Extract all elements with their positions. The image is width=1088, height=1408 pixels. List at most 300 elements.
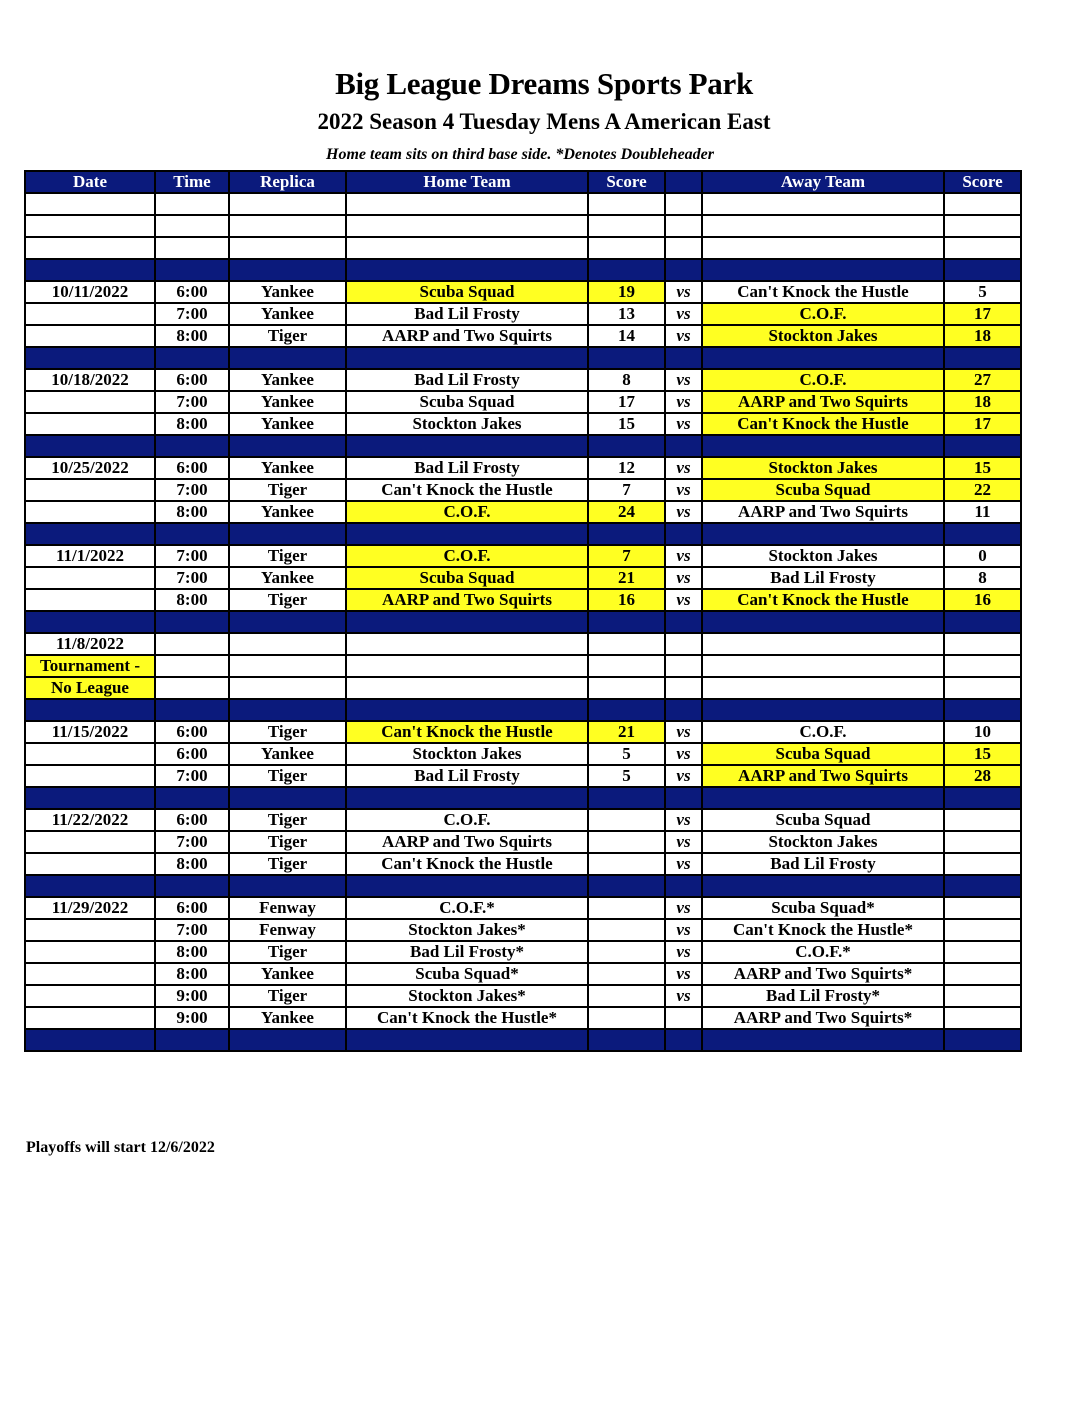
home-team-cell — [346, 1029, 588, 1051]
home-score-cell — [588, 831, 665, 853]
away-team-cell — [702, 259, 944, 281]
vs-cell: vs — [665, 391, 702, 413]
vs-cell — [665, 1029, 702, 1051]
date-cell — [25, 391, 155, 413]
vs-cell: vs — [665, 369, 702, 391]
home-score-cell — [588, 655, 665, 677]
home-score-cell: 19 — [588, 281, 665, 303]
time-cell: 7:00 — [155, 303, 229, 325]
home-team-cell — [346, 347, 588, 369]
replica-cell: Yankee — [229, 391, 346, 413]
date-cell — [25, 347, 155, 369]
time-cell: 8:00 — [155, 413, 229, 435]
table-row — [25, 501, 1021, 523]
replica-cell: Tiger — [229, 721, 346, 743]
home-score-cell: 13 — [588, 303, 665, 325]
separator-row — [25, 611, 1021, 633]
time-cell: 7:00 — [155, 391, 229, 413]
replica-cell: Tiger — [229, 853, 346, 875]
away-score-cell — [944, 633, 1021, 655]
vs-cell — [665, 699, 702, 721]
home-team-cell: Stockton Jakes* — [346, 919, 588, 941]
replica-cell: Yankee — [229, 281, 346, 303]
away-team-cell: Stockton Jakes — [702, 457, 944, 479]
time-cell: 7:00 — [155, 765, 229, 787]
date-cell — [25, 413, 155, 435]
replica-cell: Yankee — [229, 369, 346, 391]
home-score-cell — [588, 853, 665, 875]
home-team-cell: Can't Knock the Hustle — [346, 479, 588, 501]
vs-cell — [665, 215, 702, 237]
away-team-cell — [702, 787, 944, 809]
away-team-cell: C.O.F. — [702, 721, 944, 743]
home-team-cell: Bad Lil Frosty — [346, 765, 588, 787]
replica-cell — [229, 787, 346, 809]
away-team-cell: AARP and Two Squirts* — [702, 1007, 944, 1029]
away-team-cell — [702, 875, 944, 897]
home-team-cell: Scuba Squad — [346, 391, 588, 413]
replica-cell — [229, 699, 346, 721]
replica-cell: Tiger — [229, 809, 346, 831]
date-cell: Tournament - — [25, 655, 155, 677]
vs-cell — [665, 237, 702, 259]
date-cell — [25, 853, 155, 875]
time-cell: 6:00 — [155, 457, 229, 479]
away-score-cell: 16 — [944, 589, 1021, 611]
time-cell — [155, 259, 229, 281]
replica-cell — [229, 523, 346, 545]
home-team-cell: C.O.F.* — [346, 897, 588, 919]
table-row — [25, 919, 1021, 941]
table-row — [25, 655, 1021, 677]
time-cell — [155, 655, 229, 677]
home-score-cell: 24 — [588, 501, 665, 523]
replica-cell: Fenway — [229, 919, 346, 941]
away-team-cell: C.O.F. — [702, 303, 944, 325]
playoffs-note: Playoffs will start 12/6/2022 — [26, 1139, 215, 1156]
vs-cell — [665, 655, 702, 677]
col-header-time: Time — [155, 171, 229, 193]
vs-cell: vs — [665, 567, 702, 589]
date-cell — [25, 787, 155, 809]
replica-cell: Yankee — [229, 743, 346, 765]
home-score-cell — [588, 523, 665, 545]
home-team-cell: C.O.F. — [346, 545, 588, 567]
replica-cell — [229, 215, 346, 237]
date-cell — [25, 941, 155, 963]
home-team-cell: Scuba Squad — [346, 281, 588, 303]
vs-cell — [665, 787, 702, 809]
table-row — [25, 809, 1021, 831]
vs-cell: vs — [665, 721, 702, 743]
blank-row — [25, 237, 1021, 259]
time-cell: 8:00 — [155, 325, 229, 347]
separator-row — [25, 699, 1021, 721]
date-cell — [25, 589, 155, 611]
home-team-cell: AARP and Two Squirts — [346, 589, 588, 611]
home-score-cell: 7 — [588, 479, 665, 501]
table-row — [25, 281, 1021, 303]
table-row — [25, 765, 1021, 787]
away-team-cell — [702, 523, 944, 545]
vs-cell: vs — [665, 809, 702, 831]
time-cell: 7:00 — [155, 479, 229, 501]
replica-cell — [229, 435, 346, 457]
away-score-cell: 22 — [944, 479, 1021, 501]
away-team-cell — [702, 633, 944, 655]
replica-cell: Tiger — [229, 479, 346, 501]
date-cell — [25, 985, 155, 1007]
date-cell: 10/11/2022 — [25, 281, 155, 303]
time-cell — [155, 193, 229, 215]
home-score-cell — [588, 919, 665, 941]
home-score-cell — [588, 611, 665, 633]
date-cell: 10/18/2022 — [25, 369, 155, 391]
away-team-cell — [702, 1029, 944, 1051]
replica-cell — [229, 875, 346, 897]
replica-cell: Yankee — [229, 567, 346, 589]
away-score-cell — [944, 941, 1021, 963]
home-team-cell — [346, 523, 588, 545]
home-score-cell — [588, 787, 665, 809]
away-score-cell: 17 — [944, 303, 1021, 325]
away-score-cell: 0 — [944, 545, 1021, 567]
time-cell: 8:00 — [155, 589, 229, 611]
vs-cell: vs — [665, 501, 702, 523]
col-header-away-team: Away Team — [702, 171, 944, 193]
date-cell — [25, 259, 155, 281]
replica-cell: Yankee — [229, 303, 346, 325]
away-team-cell: Bad Lil Frosty* — [702, 985, 944, 1007]
home-team-cell — [346, 655, 588, 677]
replica-cell — [229, 677, 346, 699]
home-team-cell: Scuba Squad* — [346, 963, 588, 985]
replica-cell: Yankee — [229, 963, 346, 985]
home-team-cell — [346, 611, 588, 633]
away-score-cell — [944, 237, 1021, 259]
away-score-cell: 8 — [944, 567, 1021, 589]
date-cell — [25, 699, 155, 721]
away-team-cell: Stockton Jakes — [702, 325, 944, 347]
time-cell: 7:00 — [155, 567, 229, 589]
date-cell: 11/15/2022 — [25, 721, 155, 743]
replica-cell: Tiger — [229, 545, 346, 567]
date-cell — [25, 1007, 155, 1029]
time-cell — [155, 215, 229, 237]
time-cell: 8:00 — [155, 501, 229, 523]
home-score-cell — [588, 347, 665, 369]
date-cell — [25, 193, 155, 215]
blank-row — [25, 193, 1021, 215]
vs-cell — [665, 633, 702, 655]
vs-cell: vs — [665, 985, 702, 1007]
replica-cell — [229, 237, 346, 259]
replica-cell — [229, 259, 346, 281]
replica-cell: Fenway — [229, 897, 346, 919]
time-cell — [155, 611, 229, 633]
replica-cell: Tiger — [229, 765, 346, 787]
away-score-cell: 10 — [944, 721, 1021, 743]
away-team-cell: C.O.F. — [702, 369, 944, 391]
home-score-cell: 7 — [588, 545, 665, 567]
away-score-cell — [944, 919, 1021, 941]
table-row — [25, 369, 1021, 391]
date-cell — [25, 303, 155, 325]
home-team-cell: Can't Knock the Hustle* — [346, 1007, 588, 1029]
vs-cell: vs — [665, 457, 702, 479]
replica-cell: Yankee — [229, 501, 346, 523]
replica-cell: Tiger — [229, 831, 346, 853]
col-header-away-score: Score — [944, 171, 1021, 193]
home-team-cell: Scuba Squad — [346, 567, 588, 589]
time-cell — [155, 699, 229, 721]
replica-cell: Tiger — [229, 325, 346, 347]
away-team-cell: Can't Knock the Hustle — [702, 281, 944, 303]
schedule-body — [25, 193, 1021, 1051]
home-team-cell: Bad Lil Frosty — [346, 457, 588, 479]
away-team-cell — [702, 237, 944, 259]
home-team-cell: Bad Lil Frosty — [346, 369, 588, 391]
table-row — [25, 721, 1021, 743]
time-cell — [155, 1029, 229, 1051]
vs-cell: vs — [665, 919, 702, 941]
home-team-cell: Can't Knock the Hustle — [346, 721, 588, 743]
away-score-cell — [944, 699, 1021, 721]
table-row — [25, 1007, 1021, 1029]
replica-cell: Yankee — [229, 1007, 346, 1029]
separator-row — [25, 1029, 1021, 1051]
vs-cell: vs — [665, 303, 702, 325]
date-cell: 11/8/2022 — [25, 633, 155, 655]
away-team-cell: Scuba Squad — [702, 479, 944, 501]
away-team-cell: Stockton Jakes — [702, 545, 944, 567]
away-score-cell — [944, 1007, 1021, 1029]
table-row — [25, 633, 1021, 655]
away-score-cell — [944, 523, 1021, 545]
home-score-cell: 21 — [588, 721, 665, 743]
date-cell — [25, 237, 155, 259]
away-team-cell — [702, 677, 944, 699]
table-row — [25, 391, 1021, 413]
date-cell — [25, 611, 155, 633]
vs-cell — [665, 347, 702, 369]
vs-cell: vs — [665, 325, 702, 347]
home-team-cell — [346, 237, 588, 259]
away-score-cell — [944, 215, 1021, 237]
replica-cell: Yankee — [229, 457, 346, 479]
home-team-cell — [346, 215, 588, 237]
home-score-cell — [588, 963, 665, 985]
vs-cell: vs — [665, 545, 702, 567]
away-score-cell — [944, 347, 1021, 369]
page-subtitle: 2022 Season 4 Tuesday Mens A American East — [317, 109, 771, 134]
date-cell — [25, 325, 155, 347]
replica-cell — [229, 347, 346, 369]
away-score-cell — [944, 875, 1021, 897]
date-cell — [25, 567, 155, 589]
separator-row — [25, 259, 1021, 281]
home-score-cell — [588, 193, 665, 215]
away-score-cell: 11 — [944, 501, 1021, 523]
time-cell: 7:00 — [155, 831, 229, 853]
vs-cell: vs — [665, 941, 702, 963]
away-score-cell — [944, 259, 1021, 281]
date-cell — [25, 743, 155, 765]
replica-cell — [229, 193, 346, 215]
table-row — [25, 677, 1021, 699]
home-team-cell: Stockton Jakes* — [346, 985, 588, 1007]
home-score-cell — [588, 237, 665, 259]
table-row — [25, 897, 1021, 919]
date-cell: 11/22/2022 — [25, 809, 155, 831]
table-header-row — [25, 171, 1021, 193]
home-team-cell: Bad Lil Frosty — [346, 303, 588, 325]
away-team-cell: Bad Lil Frosty — [702, 853, 944, 875]
separator-row — [25, 875, 1021, 897]
home-team-cell: Stockton Jakes — [346, 413, 588, 435]
replica-cell — [229, 1029, 346, 1051]
date-cell — [25, 765, 155, 787]
home-team-cell — [346, 633, 588, 655]
date-cell — [25, 523, 155, 545]
home-score-cell: 21 — [588, 567, 665, 589]
home-team-cell — [346, 699, 588, 721]
home-score-cell — [588, 633, 665, 655]
vs-cell: vs — [665, 479, 702, 501]
vs-cell: vs — [665, 743, 702, 765]
time-cell: 8:00 — [155, 853, 229, 875]
vs-cell — [665, 875, 702, 897]
date-cell — [25, 1029, 155, 1051]
home-score-cell: 14 — [588, 325, 665, 347]
home-score-cell — [588, 1029, 665, 1051]
away-score-cell: 18 — [944, 391, 1021, 413]
home-team-cell: AARP and Two Squirts — [346, 325, 588, 347]
away-score-cell — [944, 897, 1021, 919]
away-team-cell: Scuba Squad — [702, 743, 944, 765]
away-score-cell — [944, 611, 1021, 633]
vs-cell — [665, 677, 702, 699]
home-score-cell — [588, 677, 665, 699]
table-row — [25, 985, 1021, 1007]
date-cell — [25, 875, 155, 897]
date-cell — [25, 831, 155, 853]
replica-cell — [229, 611, 346, 633]
home-team-cell: Can't Knock the Hustle — [346, 853, 588, 875]
page-title: Big League Dreams Sports Park — [335, 66, 753, 101]
away-team-cell — [702, 655, 944, 677]
away-score-cell: 18 — [944, 325, 1021, 347]
home-team-cell: C.O.F. — [346, 501, 588, 523]
away-score-cell — [944, 1029, 1021, 1051]
replica-cell — [229, 633, 346, 655]
vs-cell — [665, 259, 702, 281]
replica-cell: Tiger — [229, 941, 346, 963]
away-team-cell: AARP and Two Squirts — [702, 391, 944, 413]
away-team-cell: Stockton Jakes — [702, 831, 944, 853]
time-cell — [155, 633, 229, 655]
table-row — [25, 457, 1021, 479]
table-row — [25, 567, 1021, 589]
time-cell: 6:00 — [155, 743, 229, 765]
away-team-cell: Scuba Squad* — [702, 897, 944, 919]
away-team-cell: Can't Knock the Hustle — [702, 413, 944, 435]
table-row — [25, 941, 1021, 963]
home-score-cell — [588, 435, 665, 457]
replica-cell: Yankee — [229, 413, 346, 435]
vs-cell — [665, 193, 702, 215]
home-score-cell: 16 — [588, 589, 665, 611]
home-score-cell: 8 — [588, 369, 665, 391]
time-cell — [155, 435, 229, 457]
table-row — [25, 545, 1021, 567]
table-row — [25, 303, 1021, 325]
away-team-cell — [702, 699, 944, 721]
time-cell: 7:00 — [155, 919, 229, 941]
home-score-cell — [588, 985, 665, 1007]
time-cell: 9:00 — [155, 985, 229, 1007]
home-score-cell — [588, 941, 665, 963]
away-score-cell — [944, 655, 1021, 677]
table-row — [25, 413, 1021, 435]
away-team-cell: Can't Knock the Hustle — [702, 589, 944, 611]
col-header-date: Date — [25, 171, 155, 193]
away-team-cell: Scuba Squad — [702, 809, 944, 831]
away-team-cell: AARP and Two Squirts — [702, 765, 944, 787]
away-score-cell — [944, 809, 1021, 831]
separator-row — [25, 787, 1021, 809]
replica-cell: Tiger — [229, 589, 346, 611]
home-team-cell — [346, 875, 588, 897]
away-team-cell — [702, 215, 944, 237]
away-score-cell: 15 — [944, 457, 1021, 479]
vs-cell: vs — [665, 963, 702, 985]
away-team-cell — [702, 347, 944, 369]
away-score-cell: 28 — [944, 765, 1021, 787]
home-team-cell: AARP and Two Squirts — [346, 831, 588, 853]
date-cell: 10/25/2022 — [25, 457, 155, 479]
time-cell — [155, 875, 229, 897]
vs-cell: vs — [665, 897, 702, 919]
separator-row — [25, 435, 1021, 457]
away-score-cell: 27 — [944, 369, 1021, 391]
table-row — [25, 963, 1021, 985]
blank-row — [25, 215, 1021, 237]
home-score-cell — [588, 897, 665, 919]
table-row — [25, 325, 1021, 347]
home-score-cell — [588, 809, 665, 831]
vs-cell: vs — [665, 413, 702, 435]
vs-cell: vs — [665, 589, 702, 611]
date-cell — [25, 435, 155, 457]
home-score-cell: 5 — [588, 743, 665, 765]
home-score-cell: 5 — [588, 765, 665, 787]
date-cell — [25, 215, 155, 237]
home-score-cell — [588, 259, 665, 281]
home-team-cell — [346, 259, 588, 281]
page-note: Home team sits on third base side. *Denotes Doubleheader — [326, 146, 714, 163]
home-score-cell — [588, 1007, 665, 1029]
away-score-cell — [944, 963, 1021, 985]
time-cell: 6:00 — [155, 369, 229, 391]
away-team-cell: C.O.F.* — [702, 941, 944, 963]
away-score-cell: 17 — [944, 413, 1021, 435]
table-row — [25, 831, 1021, 853]
date-cell: 11/1/2022 — [25, 545, 155, 567]
time-cell — [155, 787, 229, 809]
col-header-replica: Replica — [229, 171, 346, 193]
col-header-home-score: Score — [588, 171, 665, 193]
